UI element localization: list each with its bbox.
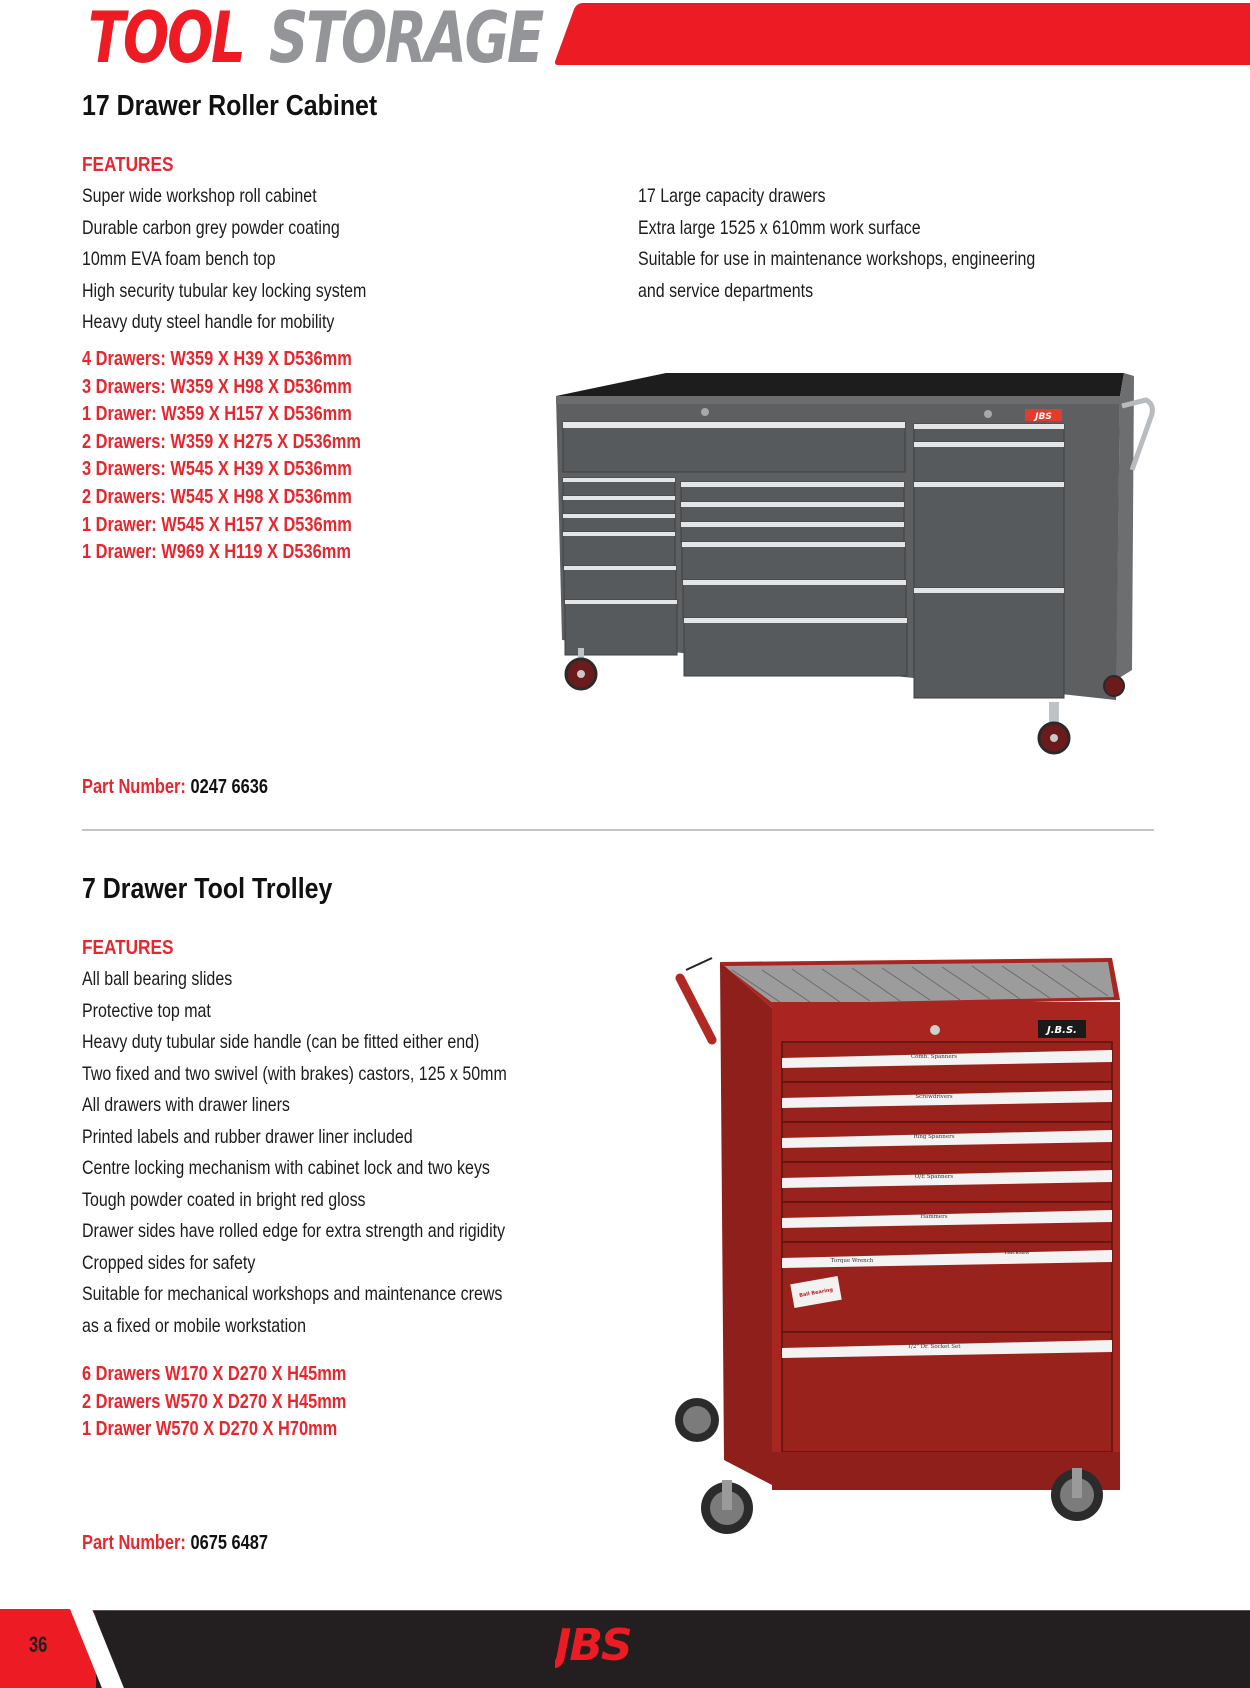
dimension-item: 1 Drawer W570 X D270 X H70mm (82, 1418, 338, 1441)
dimension-item: 3 Drawers: W545 X H39 X D536mm (82, 458, 352, 481)
dimension-item: 1 Drawer: W545 X H157 X D536mm (82, 513, 352, 536)
svg-text:Ball Bearing: Ball Bearing (798, 1287, 834, 1299)
svg-text:1/2" Dr. Socket Set: 1/2" Dr. Socket Set (907, 1344, 961, 1350)
svg-text:Screwdrivers: Screwdrivers (915, 1094, 953, 1100)
feature-item: All drawers with drawer liners (82, 1094, 290, 1116)
features-list (82, 964, 600, 1342)
dimension-item: 1 Drawer: W969 X H119 X D536mm (82, 541, 351, 564)
feature-item: All ball bearing slides (82, 968, 233, 990)
jbs-logo (555, 1620, 685, 1668)
features-heading: FEATURES (82, 154, 174, 176)
part-number-value: 0247 6636 (190, 776, 268, 798)
dimensions-list (82, 1361, 404, 1444)
part-number-label: Part Number: (82, 1532, 186, 1554)
feature-item: 17 Large capacity drawers (638, 185, 826, 207)
dimension-item: 2 Drawers: W359 X H275 X D536mm (82, 430, 361, 453)
svg-text:Hacksaw: Hacksaw (1004, 1250, 1030, 1256)
feature-item: Centre locking mechanism with cabinet lock and two keys (82, 1157, 490, 1179)
feature-item: Drawer sides have rolled edge for extra strength and rigidity (82, 1220, 506, 1242)
features-list-right (638, 181, 1123, 307)
svg-text:Hammers: Hammers (920, 1214, 948, 1220)
roller-cabinet-image (548, 370, 1158, 800)
feature-item: 10mm EVA foam bench top (82, 248, 276, 270)
dimension-item: 2 Drawers: W545 X H98 X D536mm (82, 485, 352, 508)
feature-item: Heavy duty steel handle for mobility (82, 311, 335, 333)
svg-text:Torque Wrench: Torque Wrench (830, 1258, 874, 1264)
feature-item: Two fixed and two swivel (with brakes) castors, 125 x 50mm (82, 1062, 507, 1085)
part-number (82, 776, 268, 799)
features-list-left (82, 181, 429, 339)
features-heading: FEATURES (82, 937, 174, 959)
tool-trolley-image (672, 940, 1122, 1560)
svg-text:Comb. Spanners: Comb. Spanners (910, 1054, 958, 1060)
dimension-item: 3 Drawers: W359 X H98 X D536mm (82, 375, 352, 398)
trolley-badge: J.B.S. (1047, 1025, 1077, 1036)
feature-item: Extra large 1525 x 610mm work surface (638, 216, 921, 239)
section-divider (82, 829, 1154, 831)
feature-item: Cropped sides for safety (82, 1251, 256, 1274)
part-number (82, 1532, 268, 1555)
part-number-label: Part Number: (82, 776, 186, 798)
dimension-item: 2 Drawers W570 X D270 X H45mm (82, 1390, 347, 1413)
dimensions-list (82, 346, 422, 567)
dimension-item: 4 Drawers: W359 X H39 X D536mm (82, 348, 352, 370)
feature-item: High security tubular key locking system (82, 279, 367, 302)
feature-item: Printed labels and rubber drawer liner included (82, 1125, 413, 1148)
feature-item: Heavy duty tubular side handle (can be fitted either end) (82, 1031, 480, 1053)
dimension-item: 1 Drawer: W359 X H157 X D536mm (82, 403, 352, 426)
page-number: 36 (29, 1632, 48, 1657)
title-word-storage: STORAGE (269, 0, 543, 79)
svg-text:JBS: JBS (1035, 412, 1052, 422)
feature-item: Durable carbon grey powder coating (82, 216, 340, 239)
page-section-title (88, 0, 619, 78)
product-title: 7 Drawer Tool Trolley (82, 873, 333, 905)
feature-item: as a fixed or mobile workstation (82, 1314, 306, 1337)
title-word-tool: TOOL (88, 0, 244, 79)
feature-item: Tough powder coated in bright red gloss (82, 1188, 366, 1211)
footer-brand: JBS (555, 1620, 631, 1668)
part-number-value: 0675 6487 (190, 1532, 268, 1554)
dimension-item: 6 Drawers W170 X D270 X H45mm (82, 1363, 347, 1385)
header-accent-bar (554, 3, 1250, 65)
feature-item: Protective top mat (82, 999, 211, 1022)
feature-item: Super wide workshop roll cabinet (82, 185, 317, 207)
svg-text:Ring Spanners: Ring Spanners (913, 1134, 955, 1140)
feature-item: Suitable for use in maintenance workshops, engineering (638, 248, 1036, 270)
feature-item: Suitable for mechanical workshops and maintenance crews (82, 1283, 503, 1305)
svg-text:O/E Spanners: O/E Spanners (914, 1174, 954, 1180)
feature-item: and service departments (638, 279, 814, 302)
product-title: 17 Drawer Roller Cabinet (82, 90, 378, 122)
